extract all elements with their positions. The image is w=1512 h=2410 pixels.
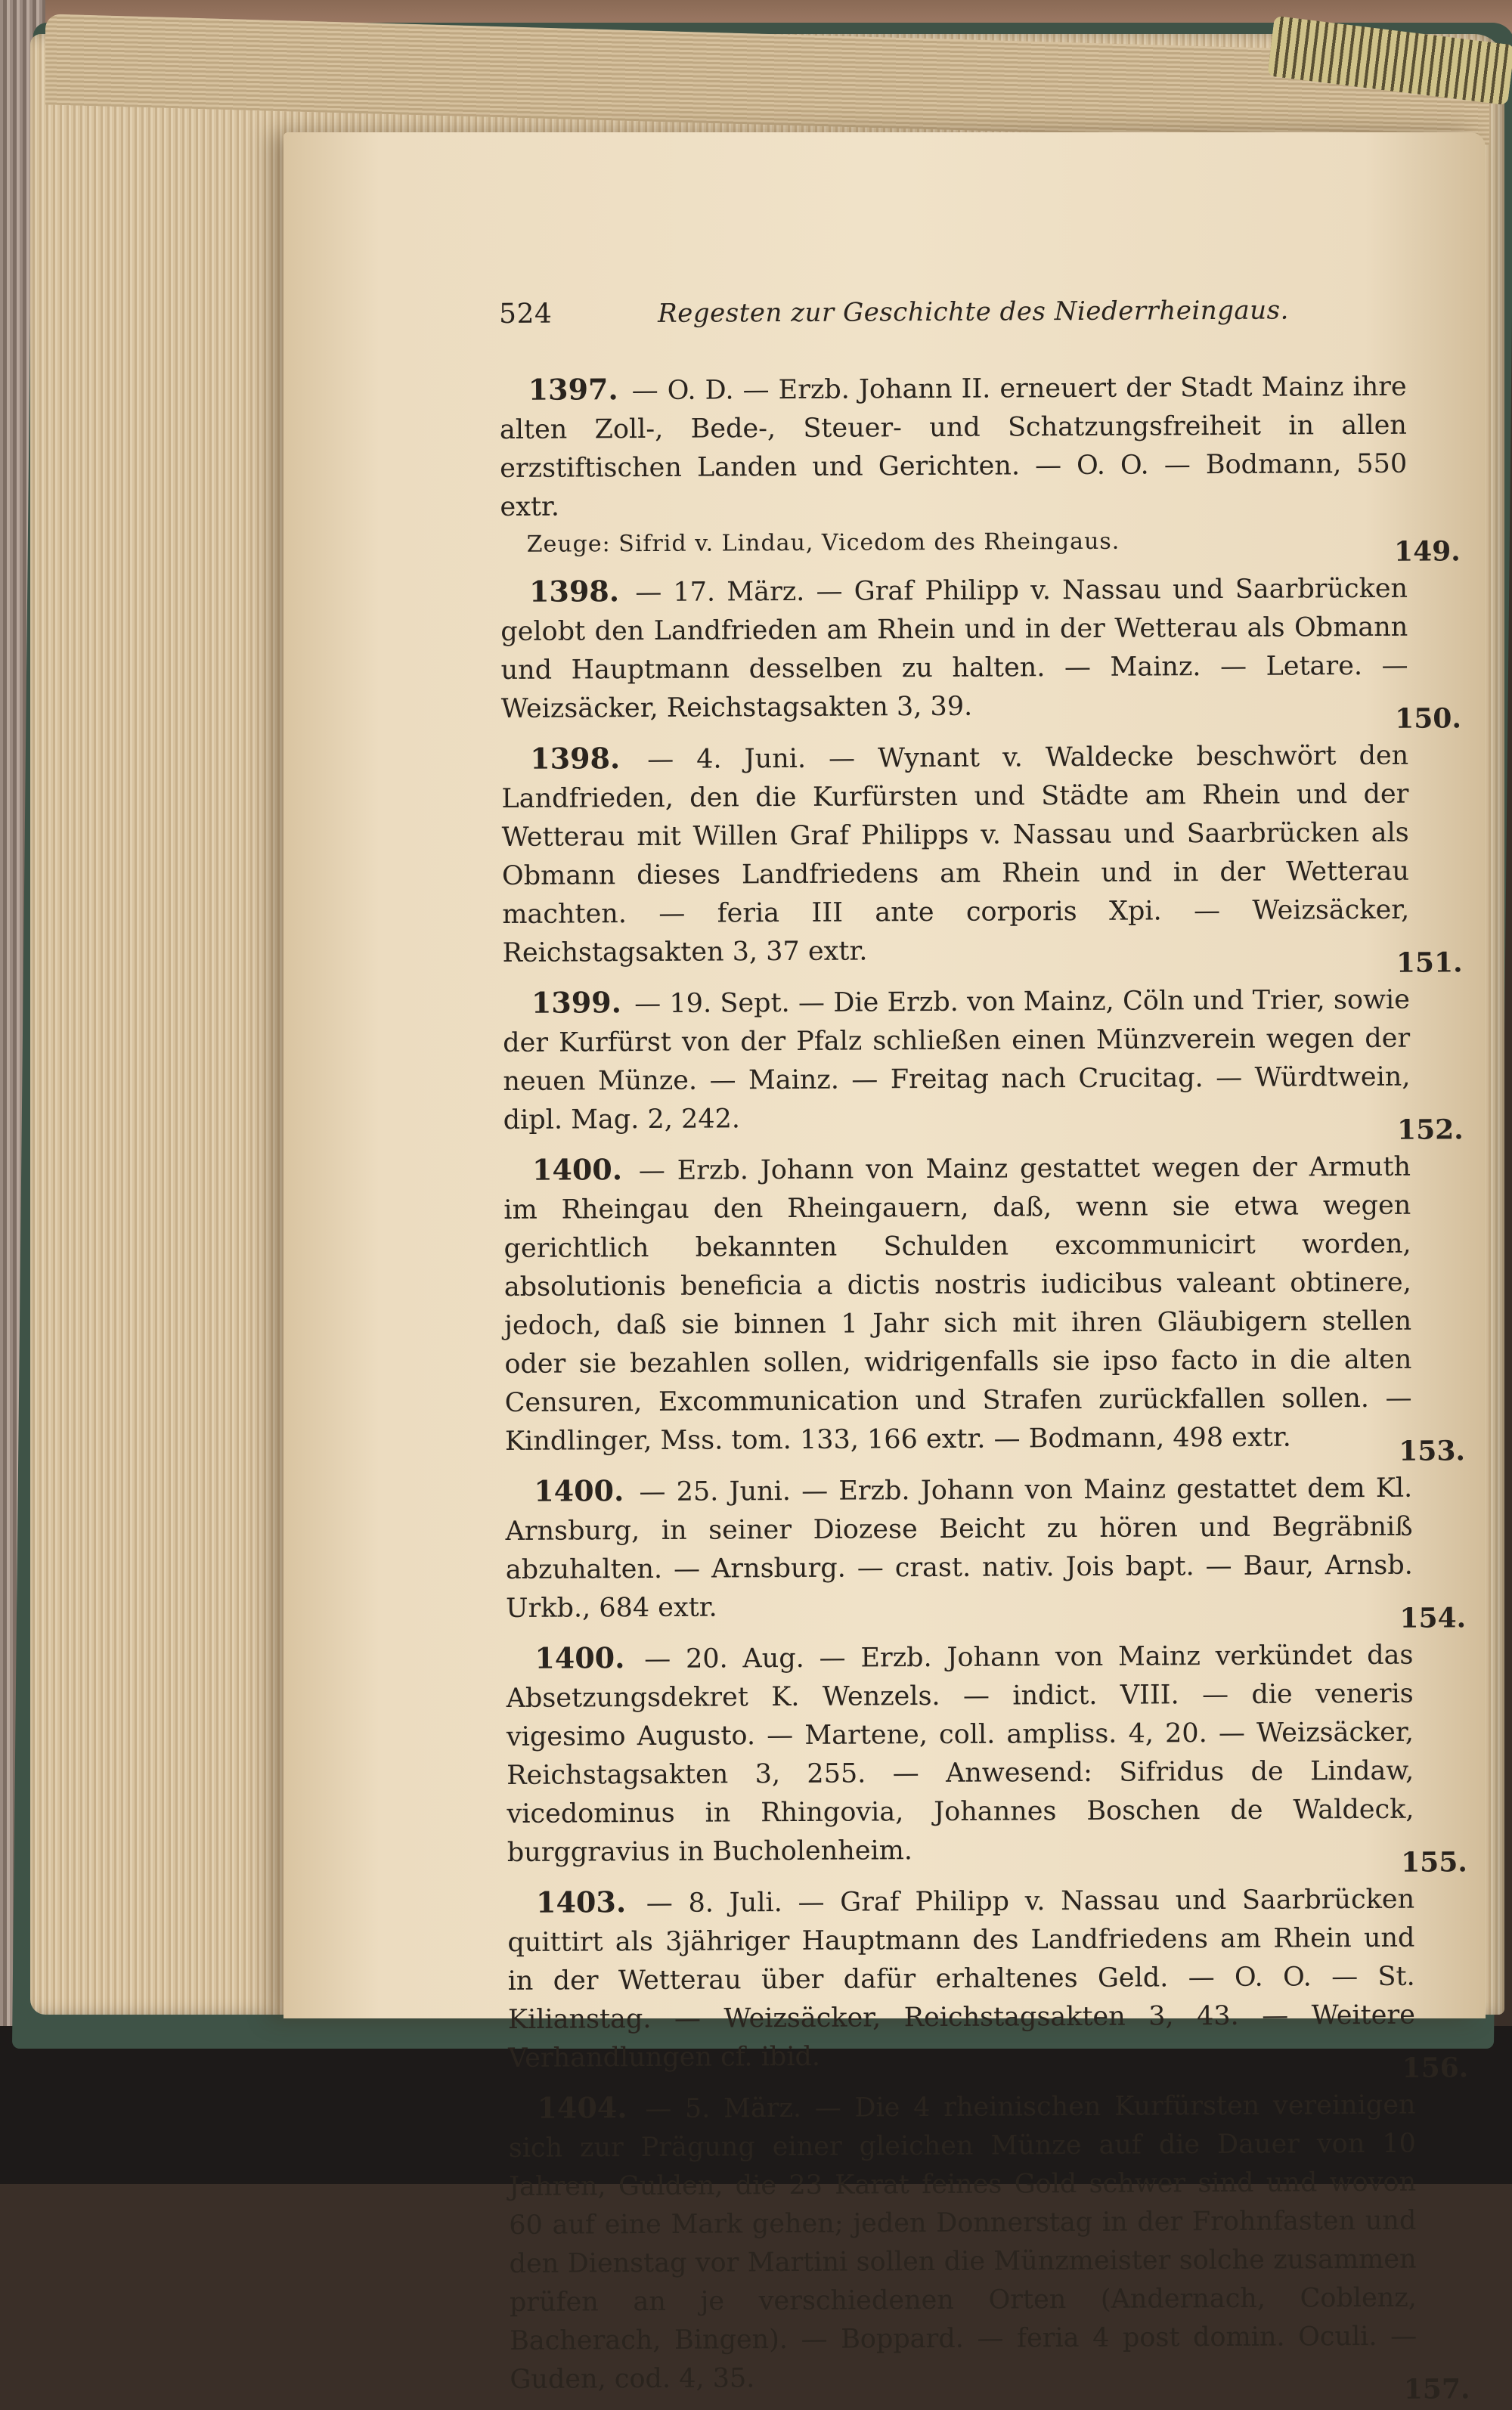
entry-body: — 17. März. — Graf Philipp v. Nassau und Saarbrücken gelobt den Landfrieden am Rhein und in der Wetterau als Obmann und Hauptmann desselben zu halten. — Mainz. — Letare. — Weizsäcker, Reichstagsakten 3, 39. (500, 573, 1408, 724)
entry-body: — 25. Juni. — Erzb. Johann von Mainz gestattet dem Kl. Arnsburg, in seiner Diozese Beicht zu hören und Begräbniß abzuhalten. — Arnsburg. — crast. nativ. Jois bapt. — Baur, Arnsb. Urkb., 684 extr. (505, 1473, 1413, 1624)
entry-year: 1403. (535, 1885, 627, 1919)
running-title: Regesten zur Geschichte des Niederrheingaus. (658, 295, 1289, 329)
entry-text (503, 978, 1441, 1139)
regest-entry (500, 568, 1462, 735)
regest-entry (508, 2083, 1470, 2405)
regest-entry (503, 978, 1464, 1146)
entry-text (500, 568, 1439, 729)
entry-text (507, 1878, 1445, 2077)
page-number: 524 (499, 298, 553, 330)
regest-entry (501, 734, 1463, 979)
entry-number: 153. (1399, 1435, 1466, 1467)
entry-body: — O. D. — Erzb. Johann II. erneuert der Stadt Mainz ihre alten Zoll-, Bede-, Steuer- und Schatzungsfreiheit in allen erzstiftischen Landen und Gerichten. — O. O. — Bodmann, 550 extr. (499, 371, 1408, 522)
entry-body: — Erzb. Johann von Mainz gestattet wegen der Armuth im Rheingau den Rheingauern, daß, wenn sie etwa wegen gerichtlich bekannten Schulden excommunicirt worden, absolutionis beneficia a dictis nostris iudicibus valeant obtinere, jedoch, daß sie binnen 1 Jahr sich mit ihren Gläubigern stellen oder sie bezahlen sollen, widrigenfalls sie ipso facto in die alten Censuren, Excommunication und Strafen zurückfallen sollen. — Kindlinger, Mss. tom. 133, 166 extr. — Bodmann, 498 extr. (503, 1151, 1412, 1457)
regest-entry (506, 1634, 1467, 1879)
entry-year: 1400. (534, 1640, 625, 1675)
entry-year: 1398. (528, 574, 620, 609)
entry-body: — 4. Juni. — Wynant v. Waldecke beschwört den Landfrieden, den die Kurfürsten und Städte am Rhein und der Wetterau mit Willen Graf Philipps v. Nassau und Saarbrücken als Obmann dieses Landfriedens am Rhein und in der Wetterau machten. — feria III ante corporis Xpi. — Weizsäcker, Reichstagsakten 3, 37 extr. (501, 740, 1410, 968)
page-header (499, 294, 1436, 352)
entry-witness: Zeuge: Sifrid v. Lindau, Vicedom des Rheingaus. (526, 528, 1120, 558)
entry-number: 154. (1399, 1602, 1467, 1634)
entry-text (499, 366, 1437, 527)
regest-entry (499, 366, 1461, 568)
page-content (499, 294, 1470, 2405)
entry-number: 157. (1403, 2373, 1470, 2405)
entry-text (501, 734, 1440, 972)
entry-body: — 20. Aug. — Erzb. Johann von Mainz verkündet das Absetzungsdekret K. Wenzels. — indict. VIII. — die veneris vigesimo Augusto. — Martene, coll. ampliss. 4, 20. — Weizsäcker, Reichstagsakten 3, 255. — Anwesend: Sifridus de Lindaw, vicedominus in Rhingovia, Johannes Boschen de Waldeck, burggravius in Bucholenheim. (506, 1640, 1414, 1868)
entry-year: 1398. (530, 741, 621, 776)
entry-year: 1399. (531, 985, 621, 1020)
entry-year: 1404. (537, 2090, 627, 2125)
entry-number: 155. (1401, 1846, 1467, 1879)
entry-year: 1400. (534, 1473, 624, 1508)
entry-number: 149. (1393, 535, 1461, 568)
entry-number: 152. (1396, 1114, 1464, 1146)
regest-entry (505, 1467, 1467, 1634)
entry-body: — 19. Sept. — Die Erzb. von Mainz, Cöln und Trier, sowie der Kurfürst von der Pfalz schließen einen Münzverein wegen der neuen Münze. — Mainz. — Freitag nach Crucitag. — Würdtwein, dipl. Mag. 2, 242. (503, 984, 1411, 1135)
entry-number: 151. (1396, 946, 1463, 979)
entry-body: — 5. März. — Die 4 rheinischen Kurfürsten vereinigen sich zur Prägung einer gleichen Münze auf die Dauer von 10 Jahren, Gulden, die 23 Karat feines Gold schwer sind und wovon 60 auf eine Mark gehen; jeden Donnerstag in der Frohnfasten und den Dienstag vor Martini sollen die Münzmeister solche zusammen prüfen an je verschiedenen Orten (Andernach, Coblenz, Bacherach, Bingen). — Boppard. — feria 4 post domin. Oculi. — Guden, cod. 4, 35. (508, 2089, 1418, 2395)
entry-text (503, 1145, 1442, 1461)
regest-entry (503, 1145, 1466, 1467)
entry-number: 150. (1395, 702, 1462, 735)
book-page (284, 132, 1486, 2405)
entry-year: 1400. (531, 1152, 623, 1187)
entry-body: — 8. Juli. — Graf Philipp v. Nassau und Saarbrücken quittirt als 3jähriger Hauptmann des Landfriedens am Rhein und in der Wetterau über dafür erhaltenes Geld. — O. O. — St. Kilianstag. — Weizsäcker, Reichstagsakten 3, 43. — Weitere Verhandlungen cf. ibid. (507, 1884, 1416, 2074)
entry-number: 156. (1402, 2052, 1469, 2084)
entry-text (505, 1467, 1443, 1628)
regest-entry (507, 1878, 1469, 2084)
entry-year: 1397. (528, 372, 618, 407)
entry-text (506, 1634, 1445, 1872)
entry-text (508, 2083, 1447, 2399)
